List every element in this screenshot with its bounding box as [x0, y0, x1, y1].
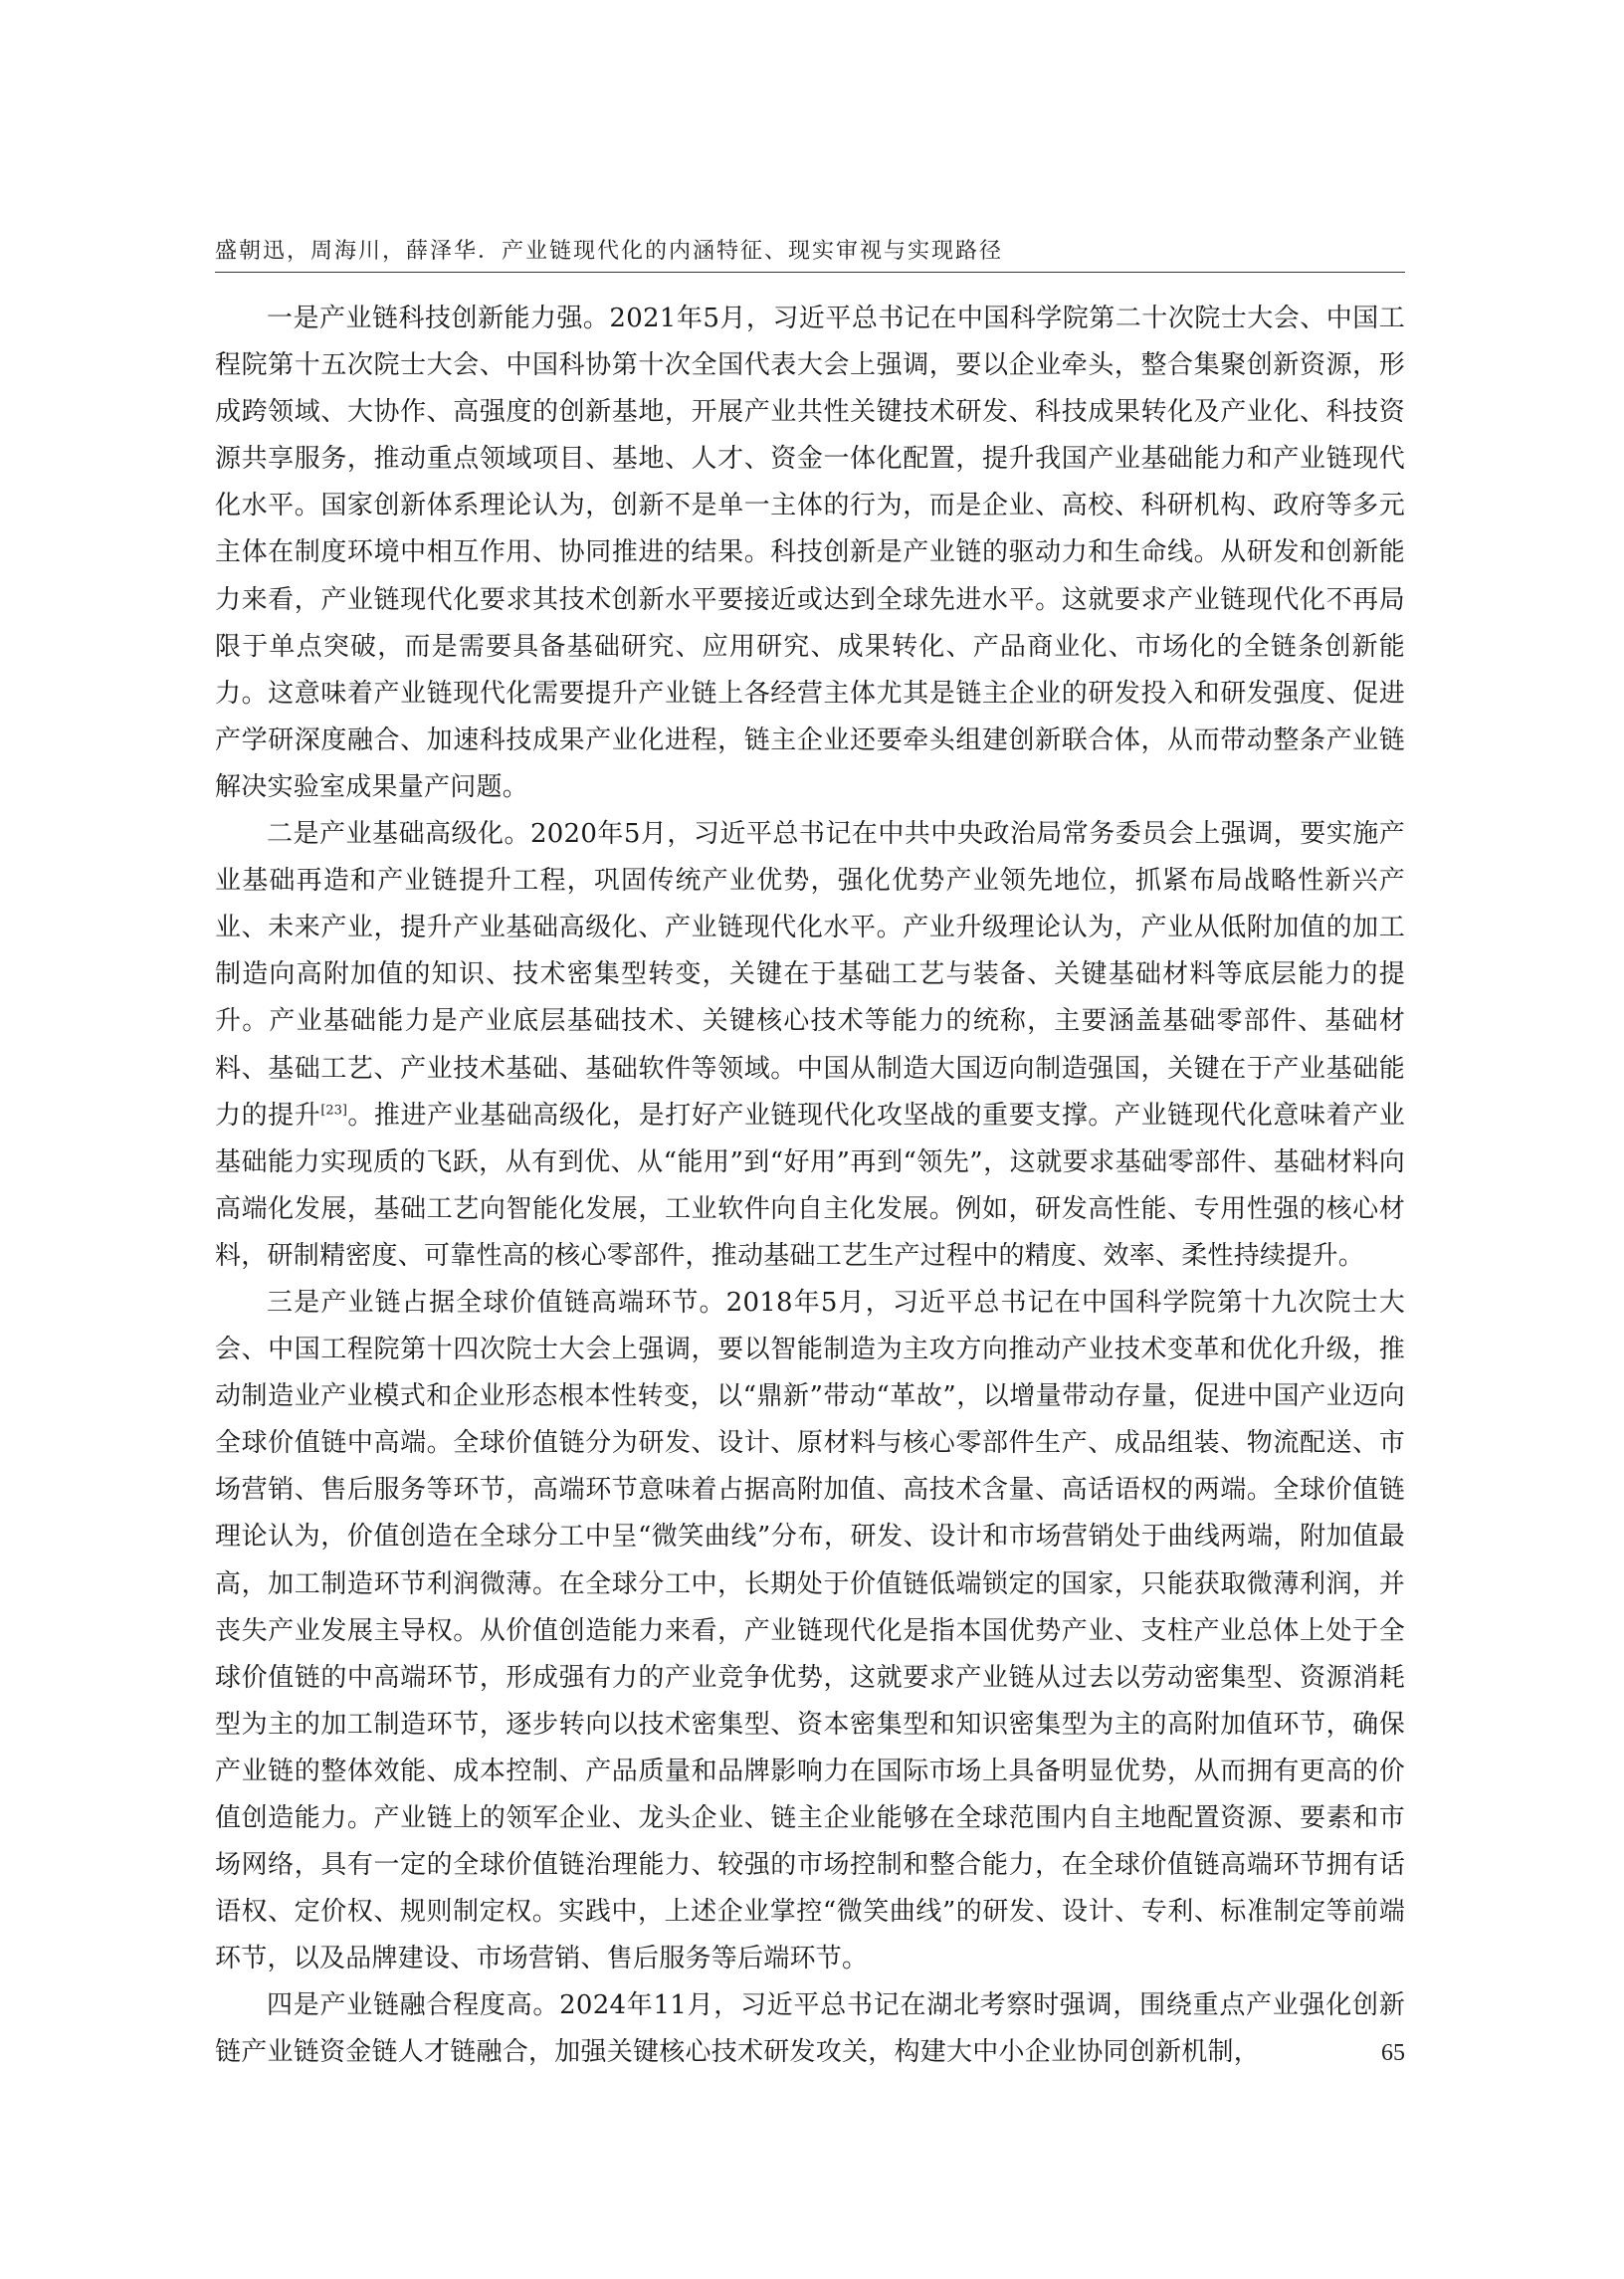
running-header: 盛朝迅，周海川，薛泽华．产业链现代化的内涵特征、现实审视与实现路径 — [215, 239, 1004, 264]
citation-reference: [23] — [320, 1102, 347, 1118]
paragraph-text-before-citation: 二是产业基础高级化。2020年5月，习近平总书记在中共中央政治局常务委员会上强调，要实施产业基础再造和产业链提升工程，巩固传统产业优势，强化优势产业领先地位，抓紧布局战略性新兴产业、未来产业，提升产业基础高级化、产业链现代化水平。产业升级理论认为，产业从低附加值的加工制造向高附加值的知识、技术密集型转变，关键在于基础工艺与装备、关键基础材料等底层能力的提升。产业基础能力是产业底层基础技术、关键核心技术等能力的统称，主要涵盖基础零部件、基础材料、基础工艺、产业技术基础、基础软件等领域。中国从制造大国迈向制造强国，关键在于产业基础能力的提升 — [215, 819, 1405, 1131]
paragraph-chain-integration: 四是产业链融合程度高。2024年11月，习近平总书记在湖北考察时强调，围绕重点产业强化创新链产业链资金链人才链融合，加强关键核心技术研发攻关，构建大中小企业协同创新机制， — [215, 1990, 1405, 2068]
paragraph-global-value-chain: 三是产业链占据全球价值链高端环节。2018年5月，习近平总书记在中国科学院第十九次院士大会、中国工程院第十四次院士大会上强调，要以智能制造为主攻方向推动产业技术变革和优化升级，推动制造业产业模式和企业形态根本性转变，以“鼎新”带动“革故”，以增量带动存量，促进中国产业迈向全球价值链中高端。全球价值链分为研发、设计、原材料与核心零部件生产、成品组装、物流配送、市场营销、售后服务等环节，高端环节意味着占据高附加值、高技术含量、高话语权的两端。全球价值链理论认为，价值创造在全球分工中呈“微笑曲线”分布，研发、设计和市场营销处于曲线两端，附加值最高，加工制造环节利润微薄。在全球分工中，长期处于价值链低端锁定的国家，只能获取微薄利润，并丧失产业发展主导权。从价值创造能力来看，产业链现代化是指本国优势产业、支柱产业总体上处于全球价值链的中高端环节，形成强有力的产业竞争优势，这就要求产业链从过去以劳动密集型、资源消耗型为主的加工制造环节，逐步转向以技术密集型、资本密集型和知识密集型为主的高附加值环节，确保产业链的整体效能、成本控制、产品质量和品牌影响力在国际市场上具备明显优势，从而拥有更高的价值创造能力。产业链上的领军企业、龙头企业、链主企业能够在全球范围内自主地配置资源、要素和市场网络，具有一定的全球价值链治理能力、较强的市场控制和整合能力，在全球价值链高端环节拥有话语权、定价权、规则制定权。实践中，上述企业掌控“微笑曲线”的研发、设计、专利、标准制定等前端环节，以及品牌建设、市场营销、售后服务等后端环节。 — [215, 1287, 1405, 1974]
header-divider — [215, 272, 1405, 273]
paragraph-text-after-citation: 。推进产业基础高级化，是打好产业链现代化攻坚战的重要支撑。产业链现代化意味着产业基础能力实现质的飞跃，从有到优、从“能用”到“好用”再到“领先”，这就要求基础零部件、基础材料向高端化发展，基础工艺向智能化发展，工业软件向自主化发展。例如，研发高性能、专用性强的核心材料，研制精密度、可靠性高的核心零部件，推动基础工艺生产过程中的精度、效率、柔性持续提升。 — [215, 1100, 1405, 1271]
paragraph-industrial-foundation — [215, 811, 1405, 1280]
article-body — [215, 296, 1405, 2077]
page-number: 65 — [1381, 2040, 1405, 2066]
paragraph-tech-innovation: 一是产业链科技创新能力强。2021年5月，习近平总书记在中国科学院第二十次院士大会、中国工程院第十五次院士大会、中国科协第十次全国代表大会上强调，要以企业牵头，整合集聚创新资源，形成跨领域、大协作、高强度的创新基地，开展产业共性关键技术研发、科技成果转化及产业化、科技资源共享服务，推动重点领域项目、基地、人才、资金一体化配置，提升我国产业基础能力和产业链现代化水平。国家创新体系理论认为，创新不是单一主体的行为，而是企业、高校、科研机构、政府等多元主体在制度环境中相互作用、协同推进的结果。科技创新是产业链的驱动力和生命线。从研发和创新能力来看，产业链现代化要求其技术创新水平要接近或达到全球先进水平。这就要求产业链现代化不再局限于单点突破，而是需要具备基础研究、应用研究、成果转化、产品商业化、市场化的全链条创新能力。这意味着产业链现代化需要提升产业链上各经营主体尤其是链主企业的研发投入和研发强度、促进产学研深度融合、加速科技成果产业化进程，链主企业还要牵头组建创新联合体，从而带动整条产业链解决实验室成果量产问题。 — [215, 304, 1405, 802]
